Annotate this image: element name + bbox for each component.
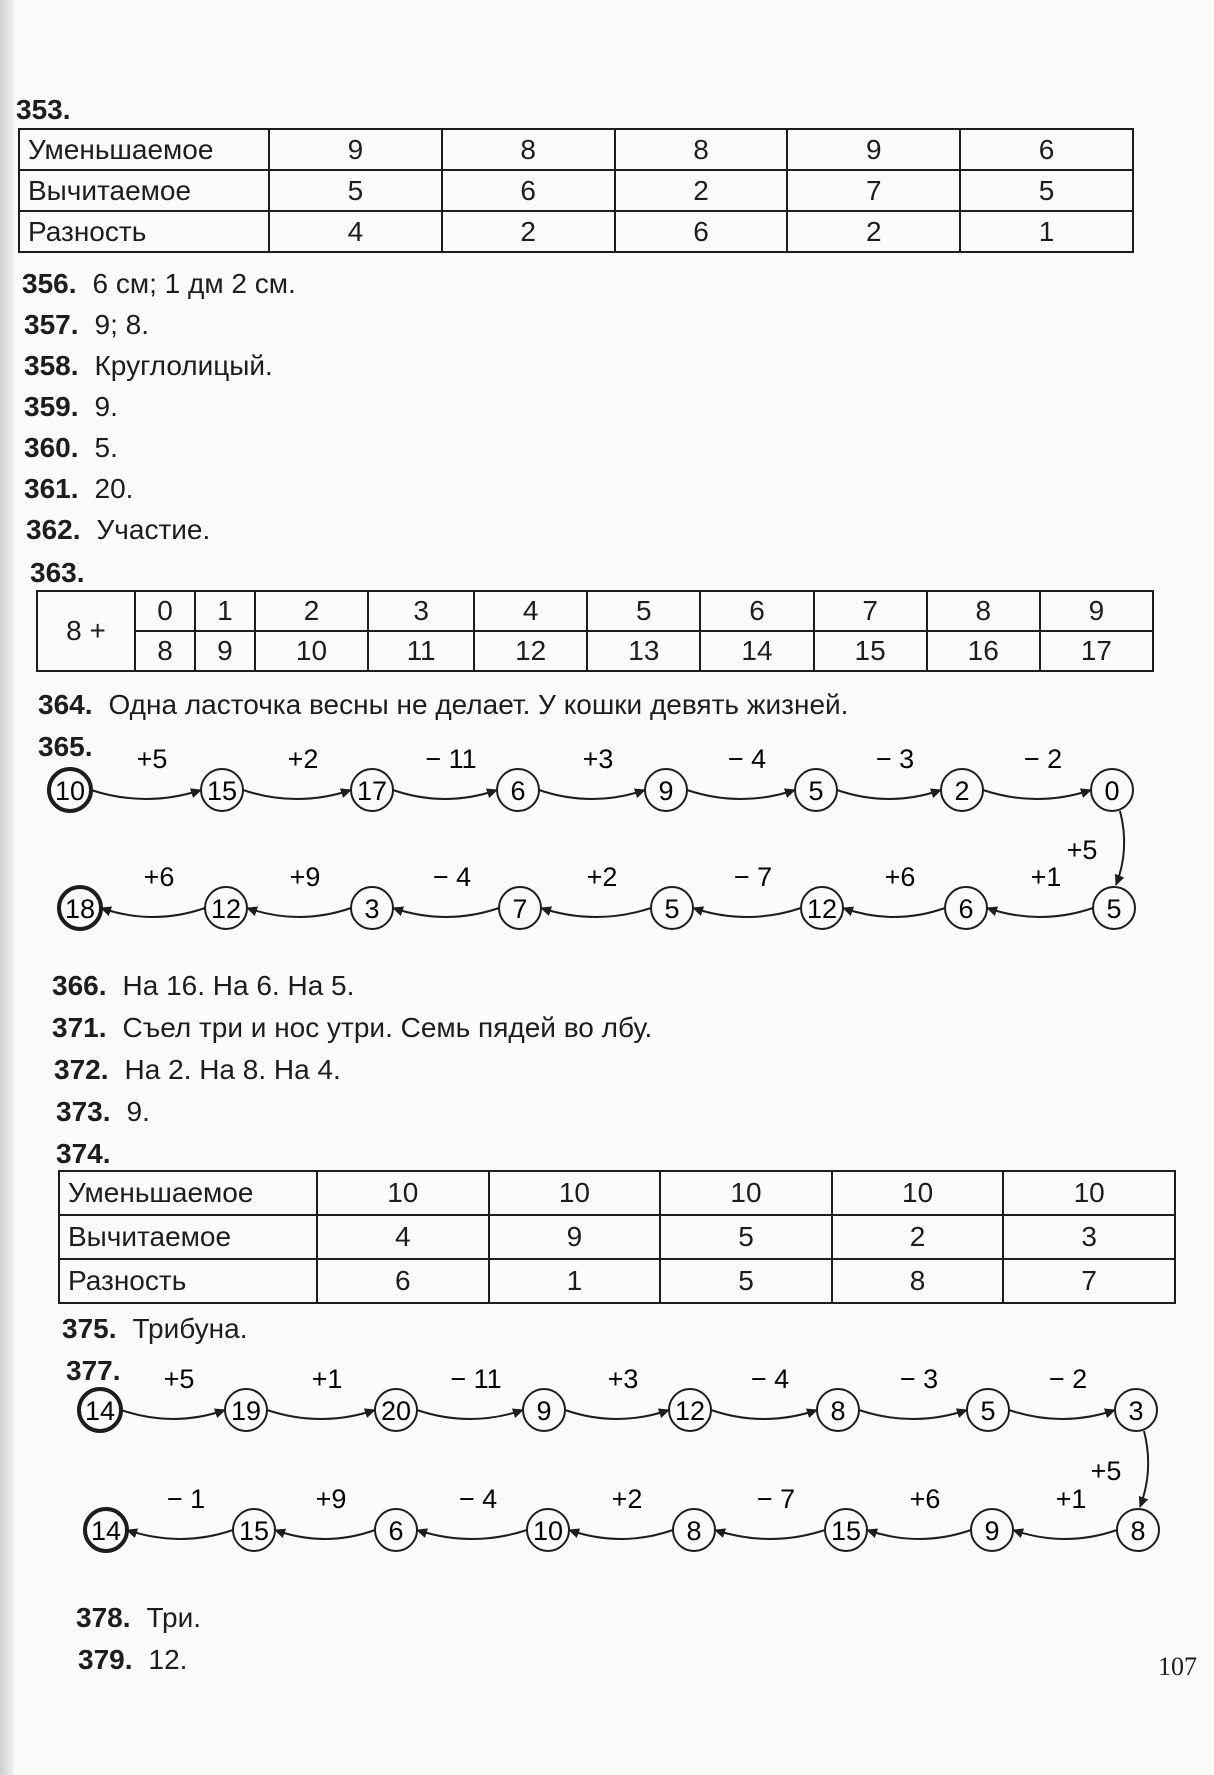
row-label: Уменьшаемое [59, 1171, 317, 1215]
chain-operation: − 3 [899, 1364, 939, 1394]
table-cell: 8 [927, 591, 1040, 631]
exercise-number: 373. [56, 1096, 111, 1127]
chain-node-value: 15 [830, 1516, 862, 1546]
table-cell: 8 [135, 631, 195, 671]
table-cell: 6 [615, 211, 788, 252]
exercise-number: 361. [24, 473, 79, 504]
chain-node-value: 5 [980, 1396, 996, 1426]
chain-node-value: 9 [658, 776, 674, 806]
exercise-number: 365. [38, 731, 93, 762]
answer-text: 9. [94, 391, 118, 422]
exercise-number: 379. [78, 1644, 133, 1675]
page-number: 107 [1158, 1652, 1197, 1681]
chain-node-value: 9 [984, 1516, 1000, 1546]
table-cell: 7 [787, 170, 960, 211]
answer-text: Съел три и нос утри. Семь пядей во лбу. [122, 1012, 653, 1043]
chain-arrow [569, 1530, 673, 1539]
table-cell: 5 [660, 1259, 832, 1303]
table-cell: 2 [615, 170, 788, 211]
exercise-number: 356. [22, 268, 77, 299]
chain-node-value: 7 [512, 894, 528, 924]
table-cell: 5 [269, 170, 442, 211]
exercise-number: 359. [24, 391, 79, 422]
table-cell: 5 [960, 170, 1133, 211]
chain-node-value: 10 [54, 776, 86, 806]
exercise-number: 377. [66, 1355, 121, 1386]
chain-arrow [417, 1530, 527, 1539]
table-cell: 4 [269, 211, 442, 252]
chain-operation: +5 [1066, 835, 1098, 865]
exercise-number: 374. [56, 1138, 111, 1169]
table-cell: 10 [489, 1171, 661, 1215]
exercise-number: 378. [76, 1602, 131, 1633]
chain-arrow [565, 1410, 669, 1419]
table-cell: 13 [587, 631, 700, 671]
table-cell: 0 [135, 591, 195, 631]
chain-operation: − 4 [750, 1364, 790, 1394]
chain-operation: +1 [1030, 862, 1062, 892]
chain-node-value: 12 [674, 1396, 706, 1426]
exercise-number: 360. [24, 432, 79, 463]
chain-operation: +3 [607, 1364, 639, 1394]
chain-operation: − 2 [1023, 744, 1063, 774]
table-cell: 8 [615, 129, 788, 170]
row-label: Разность [19, 211, 269, 252]
row-label: Вычитаемое [19, 170, 269, 211]
chain-node-value: 8 [686, 1516, 702, 1546]
chain-arrow [1009, 1410, 1115, 1419]
chain-operation: − 4 [727, 744, 767, 774]
chain-arrow [127, 1530, 233, 1539]
table-cell: 1 [960, 211, 1133, 252]
table-cell: 6 [317, 1259, 489, 1303]
answer-text: На 2. На 8. На 4. [124, 1054, 341, 1085]
table-cell: 9 [1040, 591, 1153, 631]
chain-node-value: 3 [364, 894, 380, 924]
answer-line [78, 1644, 187, 1676]
chain-operation: +6 [909, 1484, 941, 1514]
chain-node-value: 6 [388, 1516, 404, 1546]
chain-node-value: 5 [1106, 894, 1122, 924]
chain-operation: +5 [1090, 1456, 1122, 1486]
table-cell: 8 [442, 129, 615, 170]
answer-text: Трибуна. [132, 1313, 248, 1344]
row-label: Уменьшаемое [19, 129, 269, 170]
table-cell: 14 [700, 631, 813, 671]
chain-node-value: 5 [808, 776, 824, 806]
table-cell: 9 [195, 631, 255, 671]
table-cell: 9 [269, 129, 442, 170]
chain-arrow [121, 1410, 225, 1419]
table-cell: 3 [368, 591, 474, 631]
chain-arrow [859, 1410, 967, 1419]
table-cell: 4 [317, 1215, 489, 1259]
chain-node-value: 20 [380, 1396, 412, 1426]
chain-operation: − 4 [458, 1484, 498, 1514]
table-cell: 6 [700, 591, 813, 631]
answer-text: Одна ласточка весны не делает. У кошки девять жизней. [108, 689, 849, 720]
chain-operation: +2 [586, 862, 618, 892]
chain-operation: − 7 [733, 862, 773, 892]
table-cell: 17 [1040, 631, 1153, 671]
table-cell: 2 [832, 1215, 1004, 1259]
answer-text: 12. [148, 1644, 188, 1675]
answer-line [76, 1602, 201, 1634]
table-cell: 10 [660, 1171, 832, 1215]
chain-operation: +6 [143, 862, 175, 892]
table-cell: 15 [814, 631, 927, 671]
table-cell: 1 [195, 591, 255, 631]
chain-operation: − 7 [756, 1484, 796, 1514]
table-cell: 2 [255, 591, 368, 631]
exercise-number: 353. [16, 94, 71, 125]
chain-operation: − 1 [166, 1484, 206, 1514]
chain-node-value: 15 [206, 776, 238, 806]
chain-operation: +2 [611, 1484, 643, 1514]
chain-node-value: 9 [536, 1396, 552, 1426]
answer-text: 20. [94, 473, 134, 504]
table-cell: 12 [474, 631, 587, 671]
answer-text: 9; 8. [94, 309, 149, 340]
chain-node-value: 14 [84, 1396, 116, 1426]
exercise-number: 362. [26, 514, 81, 545]
table-cell: 9 [489, 1215, 661, 1259]
chain-arrow [1013, 1530, 1117, 1539]
answer-text: Три. [146, 1602, 202, 1633]
chain-node-value: 0 [1104, 776, 1120, 806]
table-cell: 7 [1003, 1259, 1175, 1303]
chain-arrow [417, 1410, 523, 1419]
chain-node-value: 5 [664, 894, 680, 924]
exercise-number: 375. [62, 1313, 117, 1344]
table-cell: 8 [832, 1259, 1004, 1303]
chain-arrow [715, 1530, 825, 1539]
table-cell: 3 [1003, 1215, 1175, 1259]
chain-operation: +9 [289, 862, 321, 892]
chain-operation: +1 [311, 1364, 343, 1394]
chain-arrow [1140, 1431, 1148, 1507]
chain-node-value: 14 [90, 1516, 122, 1546]
table-cell: 6 [960, 129, 1133, 170]
row-label: Вычитаемое [59, 1215, 317, 1259]
table-cell: 10 [255, 631, 368, 671]
table-cell: 2 [787, 211, 960, 252]
chain-node-value: 8 [830, 1396, 846, 1426]
answer-text: 6 см; 1 дм 2 см. [92, 268, 296, 299]
table-cell: 7 [814, 591, 927, 631]
chain-operation: +6 [884, 862, 916, 892]
chain-operation: − 3 [875, 744, 915, 774]
chain-node-value: 12 [210, 894, 242, 924]
chain-operation: − 2 [1048, 1364, 1088, 1394]
table-cell: 5 [587, 591, 700, 631]
chain-operation: +3 [582, 744, 614, 774]
chain-node-value: 8 [1130, 1516, 1146, 1546]
answer-text: 9. [126, 1096, 150, 1127]
answer-text: Участие. [96, 514, 211, 545]
table-cell: 10 [317, 1171, 489, 1215]
answer-text: 5. [94, 432, 118, 463]
chain-arrow [275, 1530, 375, 1539]
table-cell: 4 [474, 591, 587, 631]
chain-node-value: 6 [958, 894, 974, 924]
chain-operation: +5 [136, 744, 168, 774]
chain-node-value: 15 [238, 1516, 270, 1546]
exercise-number: 357. [24, 309, 79, 340]
table-cell: 11 [368, 631, 474, 671]
chain-node-value: 18 [64, 894, 96, 924]
chain-node-value: 17 [356, 776, 388, 806]
answer-text: На 16. На 6. На 5. [122, 970, 355, 1001]
table-cell: 16 [927, 631, 1040, 671]
exercise-number: 358. [24, 350, 79, 381]
chain-operation: +2 [287, 744, 319, 774]
chain-node-value: 12 [806, 894, 838, 924]
table-cell: 10 [832, 1171, 1004, 1215]
chain-operation: − 4 [432, 862, 472, 892]
chain-arrow [267, 1410, 375, 1419]
exercise-number: 371. [52, 1012, 107, 1043]
table-cell: 6 [442, 170, 615, 211]
exercise-number: 366. [52, 970, 107, 1001]
row-label: Разность [59, 1259, 317, 1303]
table-cell: 5 [660, 1215, 832, 1259]
exercise-number: 372. [54, 1054, 109, 1085]
chain-operation: − 11 [450, 1364, 502, 1394]
chain-operation: +9 [315, 1484, 347, 1514]
table-cell: 2 [442, 211, 615, 252]
answer-text: Круглолицый. [94, 350, 273, 381]
table-cell: 1 [489, 1259, 661, 1303]
table-cell: 9 [787, 129, 960, 170]
chain-node-value: 3 [1128, 1396, 1144, 1426]
chain-arrow [711, 1410, 817, 1419]
chain-node-value: 10 [532, 1516, 564, 1546]
exercise-number: 363. [30, 557, 85, 588]
chain-operation: +1 [1055, 1484, 1087, 1514]
chain-node-value: 6 [510, 776, 526, 806]
chain-operation: +5 [163, 1364, 195, 1394]
chain-node-value: 2 [954, 776, 970, 806]
chain-node-value: 19 [230, 1396, 262, 1426]
chain-operation: − 11 [425, 744, 477, 774]
table-cell: 10 [1003, 1171, 1175, 1215]
exercise-number: 364. [38, 689, 93, 720]
chain-arrow [867, 1530, 971, 1539]
row-label: 8 + [37, 591, 135, 671]
